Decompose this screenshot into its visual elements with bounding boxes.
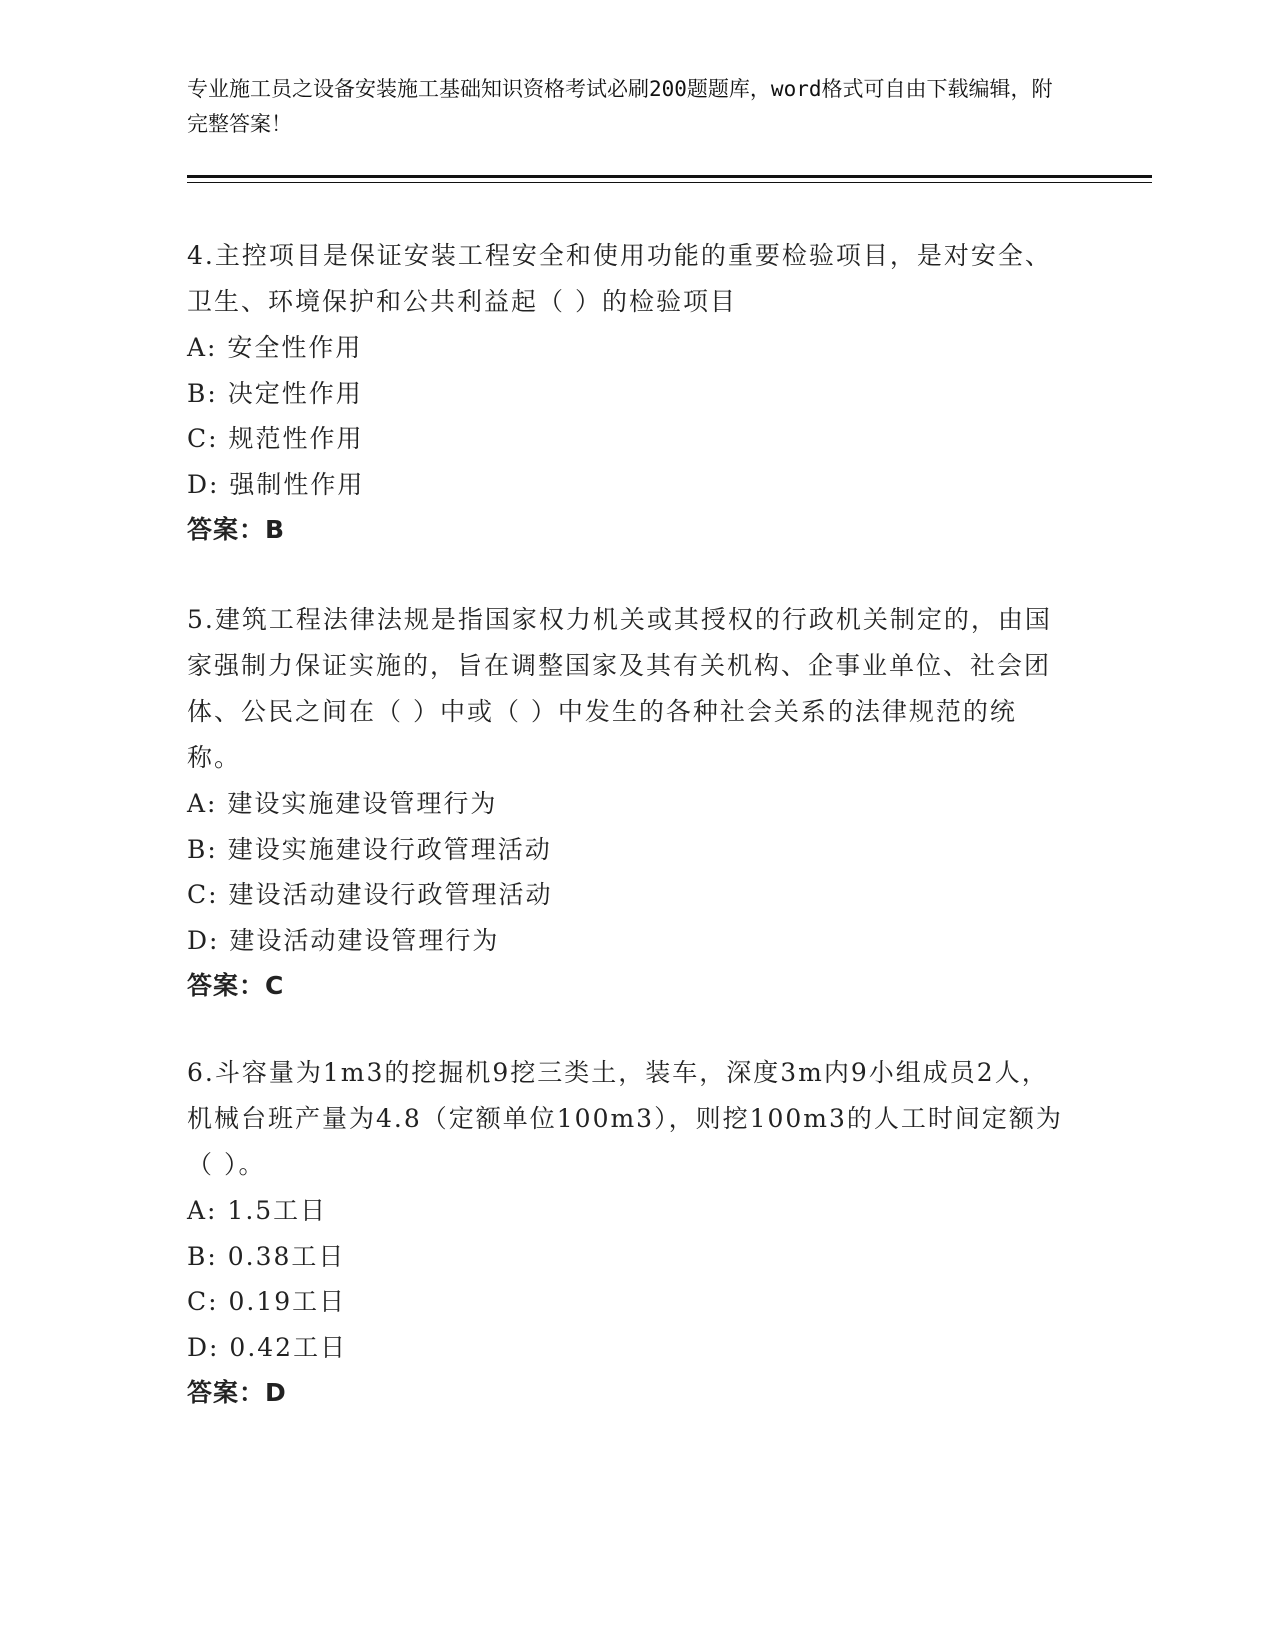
- question-stem: 6.斗容量为1m3的挖掘机9挖三类土，装车，深度3m内9小组成员2人，机械台班产量为4.8（定额单位100m3），则挖100m3的人工时间定额为（ ）。: [187, 1058, 1063, 1179]
- document-header: 专业施工员之设备安装施工基础知识资格考试必刷200题题库，word格式可自由下载编辑，附完整答案！: [187, 77, 1053, 136]
- question-5: [187, 597, 1067, 1009]
- option-a: A: 安全性作用: [187, 333, 363, 362]
- question-6: [187, 1050, 1067, 1416]
- option-c: C: 0.19工日: [187, 1287, 347, 1316]
- option-a: A: 建设实施建设管理行为: [187, 789, 498, 818]
- answer: 答案：C: [187, 971, 285, 1000]
- option-d: D: 强制性作用: [187, 469, 365, 499]
- option-b: B: 决定性作用: [187, 378, 363, 408]
- option-d: D: 0.42工日: [187, 1332, 348, 1362]
- answer: 答案：D: [187, 1378, 287, 1407]
- header-divider-thin: [187, 182, 1152, 183]
- header-divider-thick: [187, 175, 1152, 178]
- option-c: C: 建设活动建设行政管理活动: [187, 880, 553, 909]
- question-stem: 4.主控项目是保证安装工程安全和使用功能的重要检验项目，是对安全、卫生、环境保护和公共利益起（ ）的检验项目: [187, 241, 1052, 316]
- question-4: [187, 233, 1067, 553]
- question-stem: 5.建筑工程法律法规是指国家权力机关或其授权的行政机关制定的，由国家强制力保证实施的，旨在调整国家及其有关机构、企事业单位、社会团体、公民之间在（ ）中或（ ）中发生的各种社会关系的法律规范的统称。: [187, 605, 1052, 772]
- option-b: B: 0.38工日: [187, 1241, 346, 1271]
- option-c: C: 规范性作用: [187, 424, 364, 453]
- answer: 答案：B: [187, 515, 286, 544]
- option-d: D: 建设活动建设管理行为: [187, 925, 500, 955]
- option-b: B: 建设实施建设行政管理活动: [187, 834, 552, 864]
- option-a: A: 1.5工日: [187, 1196, 328, 1225]
